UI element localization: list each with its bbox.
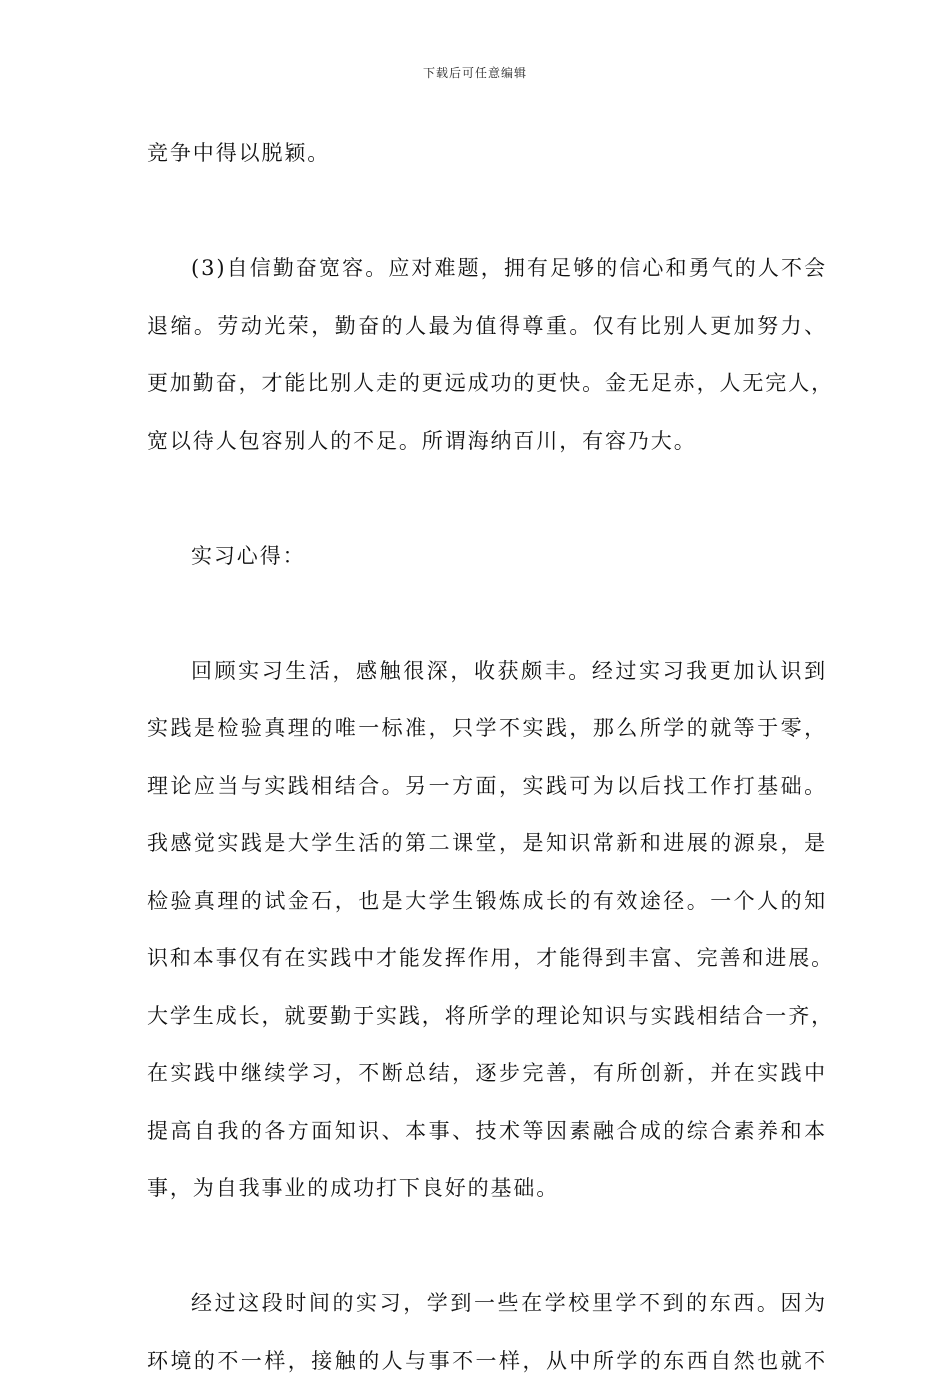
document-body: [147, 128, 827, 1393]
text-line: (3)自信勤奋宽容。应对难题，拥有足够的信心和勇气的人不会: [147, 243, 827, 301]
text-line: 环境的不一样，接触的人与事不一样，从中所学的东西自然也就不: [147, 1336, 827, 1393]
text-line: 识和本事仅有在实践中才能发挥作用，才能得到丰富、完善和进展。: [147, 933, 827, 991]
paragraph-review: [147, 646, 827, 1221]
text-line: 我感觉实践是大学生活的第二课堂，是知识常新和进展的源泉，是: [147, 818, 827, 876]
text-line: 退缩。劳动光荣，勤奋的人最为值得尊重。仅有比别人更加努力、: [147, 301, 827, 359]
text-line: 竞争中得以脱颖。: [147, 128, 827, 186]
paragraph-gap: [147, 1221, 827, 1279]
text-line: 经过这段时间的实习，学到一些在学校里学不到的东西。因为: [147, 1278, 827, 1336]
text-line: 实践是检验真理的唯一标准，只学不实践，那么所学的就等于零，: [147, 703, 827, 761]
paragraph-gap: [147, 186, 827, 244]
paragraph-continuation: [147, 128, 827, 186]
text-line: 宽以待人包容别人的不足。所谓海纳百川，有容乃大。: [147, 416, 827, 474]
text-line: 提高自我的各方面知识、本事、技术等因素融合成的综合素养和本: [147, 1106, 827, 1164]
text-line: 检验真理的试金石，也是大学生锻炼成长的有效途径。一个人的知: [147, 876, 827, 934]
paragraph-gap: [147, 588, 827, 646]
paragraph-experience: [147, 1278, 827, 1393]
text-line: 更加勤奋，才能比别人走的更远成功的更快。金无足赤，人无完人，: [147, 358, 827, 416]
paragraph-gap: [147, 473, 827, 531]
text-line: 大学生成长，就要勤于实践，将所学的理论知识与实践相结合一齐，: [147, 991, 827, 1049]
text-line: 理论应当与实践相结合。另一方面，实践可为以后找工作打基础。: [147, 761, 827, 819]
page-header: 下载后可任意编辑: [0, 64, 950, 81]
text-line: 在实践中继续学习，不断总结，逐步完善，有所创新，并在实践中: [147, 1048, 827, 1106]
section-heading: [147, 531, 827, 589]
text-line: 实习心得：: [147, 531, 827, 589]
text-line: 事，为自我事业的成功打下良好的基础。: [147, 1163, 827, 1221]
paragraph-confidence: [147, 243, 827, 473]
text-line: 回顾实习生活，感触很深，收获颇丰。经过实习我更加认识到: [147, 646, 827, 704]
